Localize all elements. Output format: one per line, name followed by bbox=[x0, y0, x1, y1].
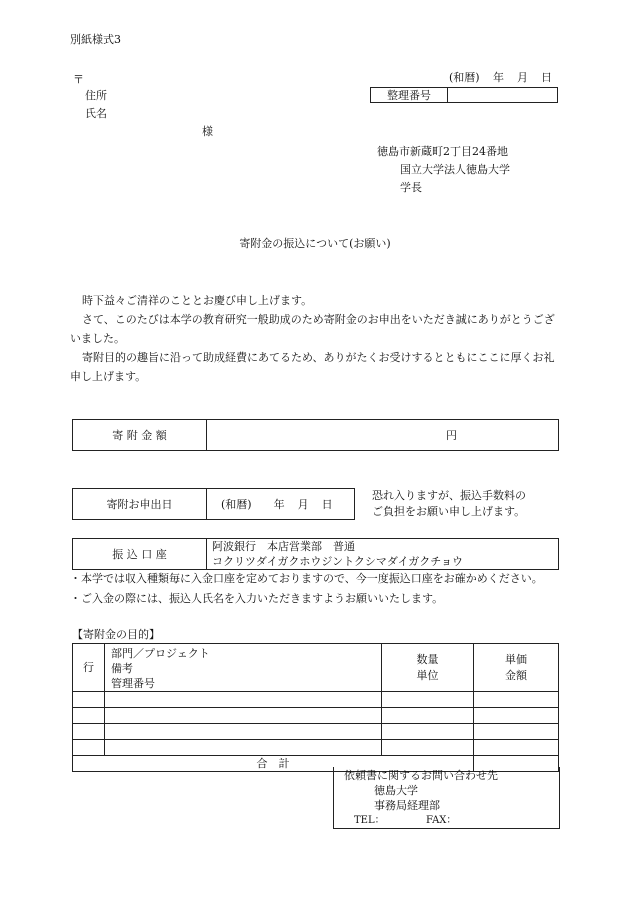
bank-line-2: コクリツダイガクホウジントクシマダイガクチョウ bbox=[212, 555, 463, 568]
application-date-year: 年 bbox=[273, 497, 285, 511]
col-department-line-2: 備考 bbox=[111, 662, 133, 675]
contact-tel: TEL： bbox=[354, 815, 385, 826]
table-row bbox=[73, 740, 559, 756]
date-year: 年 bbox=[493, 71, 504, 84]
col-price-line-1: 単価 bbox=[505, 652, 527, 666]
note-2: ・ご入金の際には、振込人氏名を入力いただきますようお願いいたします。 bbox=[70, 592, 444, 605]
col-quantity-line-2: 単位 bbox=[416, 668, 439, 682]
purpose-heading: 【寄附金の目的】 bbox=[72, 628, 160, 641]
col-department-line-3: 管理番号 bbox=[111, 677, 155, 690]
page-title: 寄附金の振込について(お願い) bbox=[239, 237, 391, 250]
col-quantity-line-1: 数量 bbox=[416, 652, 439, 666]
body-paragraph-3: 寄附目的の趣旨に沿って助成経費にあてるため、ありがたくお受けするとともにここに厚くお礼申し上げます。 bbox=[70, 351, 555, 383]
bank-label: 振 込 口 座 bbox=[73, 539, 207, 570]
col-price-line-2: 金額 bbox=[505, 668, 527, 682]
col-price-header bbox=[474, 644, 559, 692]
fee-note-line-1: 恐れ入りますが、振込手数料の bbox=[372, 489, 526, 502]
note-1: ・本学では収入種類毎に入金口座を定めておりますので、今一度振込口座をお確かめください。 bbox=[70, 572, 543, 585]
application-date-box bbox=[72, 488, 355, 520]
reference-number-box bbox=[370, 87, 558, 103]
purpose-header-row bbox=[73, 644, 559, 692]
application-date-value bbox=[207, 489, 355, 520]
contact-organization: 徳島大学 bbox=[374, 784, 418, 797]
date-day: 日 bbox=[541, 71, 552, 84]
table-row bbox=[73, 708, 559, 724]
date-era: (和暦) bbox=[449, 71, 480, 84]
body-paragraph-2: さて、このたびは本学の教育研究一般助成のため寄附金のお申出をいただき誠にありがとうございました。 bbox=[70, 313, 555, 345]
application-date-era: (和暦) bbox=[221, 497, 252, 511]
application-date-day: 日 bbox=[321, 497, 333, 511]
fee-note-line-2: ご負担をお願い申し上げます。 bbox=[372, 505, 526, 518]
fee-note bbox=[372, 488, 526, 520]
body-paragraph-1: 時下益々ご清祥のこととお慶び申し上げます。 bbox=[82, 294, 313, 307]
date-month: 月 bbox=[517, 71, 528, 84]
contact-department: 事務局経理部 bbox=[374, 799, 440, 812]
sender-address: 徳島市新蔵町2丁目24番地 bbox=[377, 145, 508, 158]
name-label: 氏名 bbox=[85, 107, 107, 120]
col-row-header: 行 bbox=[73, 644, 105, 692]
col-quantity-header bbox=[382, 644, 474, 692]
application-date-label: 寄附お申出日 bbox=[73, 489, 207, 520]
amount-unit: 円 bbox=[207, 420, 559, 451]
sender-title: 学長 bbox=[400, 181, 422, 194]
contact-heading: 依頼書に関するお問い合わせ先 bbox=[344, 769, 498, 782]
col-department-line-1: 部門／プロジェクト bbox=[111, 647, 210, 660]
table-row bbox=[73, 692, 559, 708]
address-label: 住所 bbox=[85, 89, 107, 102]
bank-account-box bbox=[72, 538, 559, 570]
bank-details bbox=[207, 539, 559, 570]
amount-label: 寄 附 金 額 bbox=[73, 420, 207, 451]
postal-mark: 〒 bbox=[73, 73, 84, 86]
contact-fax: FAX： bbox=[426, 815, 457, 826]
form-number: 別紙様式3 bbox=[70, 33, 121, 46]
amount-box bbox=[72, 419, 559, 451]
total-label: 合 計 bbox=[73, 756, 474, 772]
reference-value bbox=[448, 88, 558, 103]
purpose-table bbox=[72, 643, 559, 772]
table-row bbox=[73, 724, 559, 740]
col-department-header bbox=[105, 644, 382, 692]
contact-box bbox=[333, 767, 560, 829]
bank-line-1: 阿波銀行 本店営業部 普通 bbox=[212, 540, 355, 553]
application-date-month: 月 bbox=[297, 497, 309, 511]
sender-organization: 国立大学法人徳島大学 bbox=[400, 163, 510, 176]
reference-label: 整理番号 bbox=[371, 88, 448, 103]
honorific: 様 bbox=[202, 125, 213, 138]
